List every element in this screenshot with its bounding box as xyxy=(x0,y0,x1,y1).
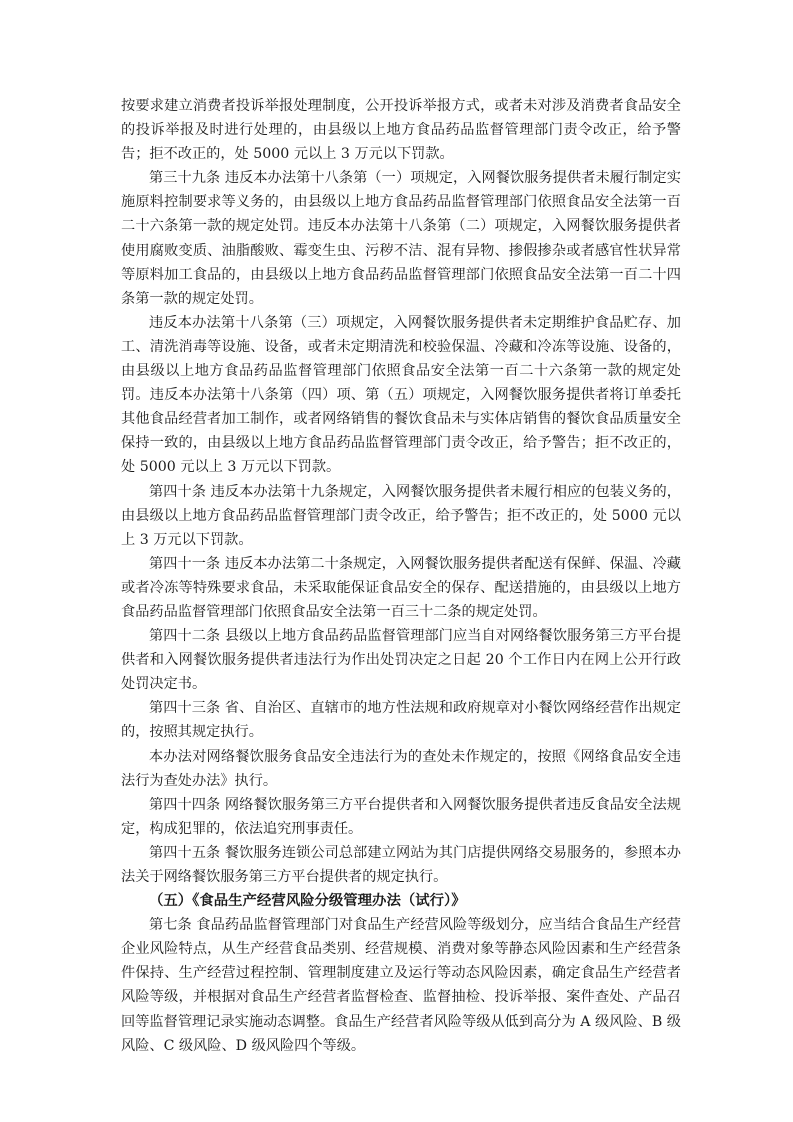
paragraph-article-45: 第四十五条 餐饮服务连锁公司总部建立网站为其门店提供网络交易服务的，参照本办法关于网络餐饮服务第三方平台提供者的规定执行。 xyxy=(121,844,681,885)
paragraph-article-43-supplement: 本办法对网络餐饮服务食品安全违法行为的查处未作规定的，按照《网络食品安全违法行为查处办法》执行。 xyxy=(121,748,681,789)
paragraph-article-7: 第七条 食品药品监督管理部门对食品生产经营风险等级划分，应当结合食品生产经营企业风险特点，从生产经营食品类别、经营规模、消费对象等静态风险因素和生产经营条件保持、生产经营过程控制、管理制度建立及运行等动态风险因素，确定食品生产经营者风险等级，并根据对食品生产经营者监督检查、监督抽检、投诉举报、案件查处、产品召回等监督管理记录实施动态调整。食品生产经营者风险等级从低到高分为 A 级风险、B 级风险、C 级风险、D 级风险四个等级。 xyxy=(121,917,681,1054)
section-heading: （五）《食品生产经营风险分级管理办法（试行）》 xyxy=(149,893,466,910)
paragraph-article-39: 第三十九条 违反本办法第十八条第（一）项规定，入网餐饮服务提供者未履行制定实施原料控制要求等义务的，由县级以上地方食品药品监督管理部门依照食品安全法第一百二十六条第一款的规定处罚。违反本办法第十八条第（二）项规定，入网餐饮服务提供者使用腐败变质、油脂酸败、霉变生虫、污秽不洁、混有异物、掺假掺杂或者感官性状异常等原料加工食品的，由县级以上地方食品药品监督管理部门依照食品安全法第一百二十四条第一款的规定处罚。 xyxy=(121,170,681,307)
paragraph-article-39-continued: 违反本办法第十八条第（三）项规定，入网餐饮服务提供者未定期维护食品贮存、加工、清洗消毒等设施、设备，或者未定期清洗和校验保温、冷藏和冷冻等设施、设备的，由县级以上地方食品药品监督管理部门依照食品安全法第一百二十六条第一款的规定处罚。违反本办法第十八条第（四）项、第（五）项规定，入网餐饮服务提供者将订单委托其他食品经营者加工制作，或者网络销售的餐饮食品未与实体店销售的餐饮食品质量安全保持一致的，由县级以上地方食品药品监督管理部门责令改正，给予警告；拒不改正的，处 5000 元以上 3 万元以下罚款。 xyxy=(121,314,681,476)
paragraph-article-42: 第四十二条 县级以上地方食品药品监督管理部门应当自对网络餐饮服务第三方平台提供者和入网餐饮服务提供者违法行为作出处罚决定之日起 20 个工作日内在网上公开行政处罚决定书。 xyxy=(121,628,681,693)
paragraph-article-40: 第四十条 违反本办法第十九条规定，入网餐饮服务提供者未履行相应的包装义务的，由县级以上地方食品药品监督管理部门责令改正，给予警告；拒不改正的，处 5000 元以上 3 万元以下罚款。 xyxy=(121,483,681,548)
document-body xyxy=(121,94,681,1058)
paragraph-article-44: 第四十四条 网络餐饮服务第三方平台提供者和入网餐饮服务提供者违反食品安全法规定，构成犯罪的，依法追究刑事责任。 xyxy=(121,796,681,837)
paragraph-article-43: 第四十三条 省、自治区、直辖市的地方性法规和政府规章对小餐饮网络经营作出规定的，按照其规定执行。 xyxy=(121,700,681,741)
paragraph-article-41: 第四十一条 违反本办法第二十条规定，入网餐饮服务提供者配送有保鲜、保温、冷藏或者冷冻等特殊要求食品，未采取能保证食品安全的保存、配送措施的，由县级以上地方食品药品监督管理部门依照食品安全法第一百三十二条的规定处罚。 xyxy=(121,555,681,620)
paragraph-continuation: 按要求建立消费者投诉举报处理制度，公开投诉举报方式，或者未对涉及消费者食品安全的投诉举报及时进行处理的，由县级以上地方食品药品监督管理部门责令改正，给予警告；拒不改正的，处 5000 元以上 3 万元以下罚款。 xyxy=(121,98,681,163)
